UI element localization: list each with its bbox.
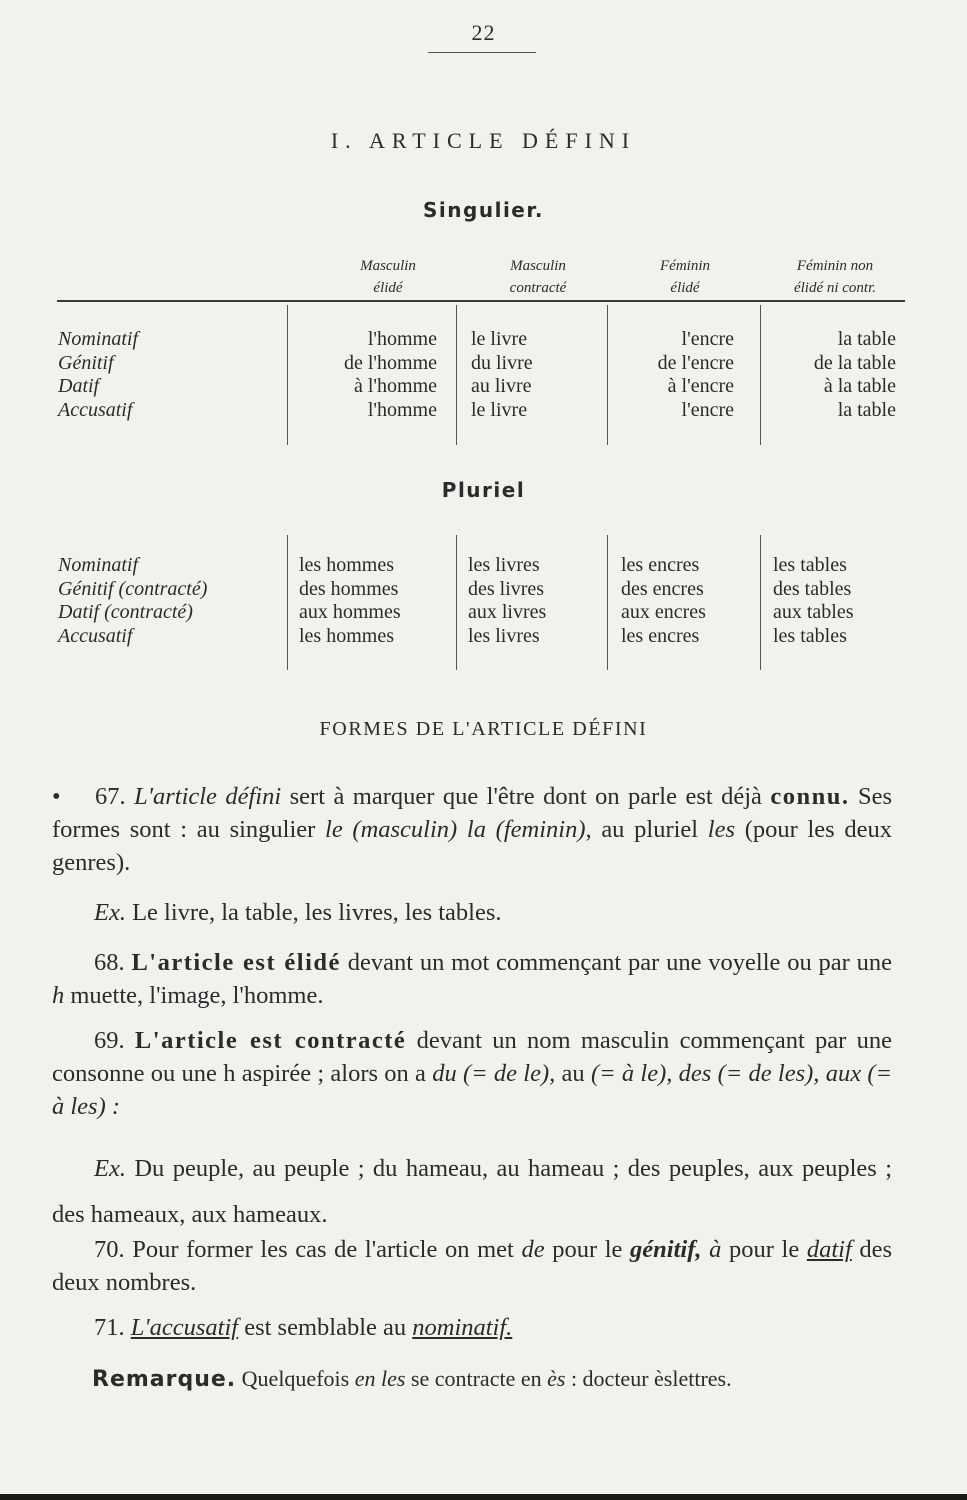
term-accusatif: L'accusatif xyxy=(130,1314,239,1341)
remark-text: se contracte en xyxy=(410,1366,542,1391)
table-cell: le livre xyxy=(471,398,528,421)
example-1 xyxy=(52,896,892,929)
table-cell: les encres xyxy=(621,624,700,647)
column-divider xyxy=(456,305,457,445)
column-header-line: Féminin xyxy=(660,258,710,274)
term-de: de xyxy=(521,1236,545,1263)
plural-cell-masc-contracted xyxy=(468,554,603,648)
term-a: à xyxy=(709,1236,722,1263)
remark-label: Remarque. xyxy=(92,1367,237,1392)
singular-cell-fem-elided xyxy=(612,328,734,422)
singular-cell-masc-contracted xyxy=(471,328,601,422)
term-au: au xyxy=(561,1060,585,1087)
table-cell: des encres xyxy=(621,577,704,600)
table-cell: l'homme xyxy=(367,328,437,350)
table-cell: au livre xyxy=(471,375,532,397)
table-cell: à l'encre xyxy=(667,375,734,397)
paragraph-70 xyxy=(52,1233,892,1299)
paragraph-text: sert à marquer que l'être dont on parle est déjà xyxy=(289,783,762,810)
paragraph-68 xyxy=(52,946,892,1012)
remark xyxy=(92,1366,912,1392)
table-cell: des hommes xyxy=(299,577,399,600)
table-cell: les hommes xyxy=(299,624,394,647)
table-cell: aux encres xyxy=(621,601,706,623)
term-datif: datif xyxy=(806,1236,852,1263)
table-cell: des livres xyxy=(468,577,545,600)
paragraph-text: au pluriel xyxy=(601,816,699,843)
column-header-line: Masculin xyxy=(360,258,416,274)
column-divider xyxy=(287,305,288,445)
table-cell: aux hommes xyxy=(299,601,401,623)
table-cell: aux livres xyxy=(468,601,547,623)
paragraph-number: 69. xyxy=(94,1027,125,1054)
table-cell: la table xyxy=(837,328,896,350)
paragraph-69 xyxy=(52,1024,892,1123)
paragraph-text: est semblable au xyxy=(244,1314,407,1341)
case-label: Accusatif xyxy=(58,398,133,421)
term-du-eq: (= de le), xyxy=(462,1060,556,1087)
column-divider xyxy=(607,535,608,670)
singular-label: Singulier. xyxy=(423,198,544,222)
table-cell: des tables xyxy=(773,577,852,600)
table-cell: les encres xyxy=(621,554,700,576)
term-la-feminin: la (feminin), xyxy=(466,816,592,843)
term-en-les: en les xyxy=(354,1366,406,1391)
term-h: h xyxy=(52,982,65,1009)
term-les: les xyxy=(707,816,736,843)
column-header-line: Féminin non xyxy=(796,258,874,274)
table-cell: à l'homme xyxy=(353,375,437,397)
term-article-defini: L'article défini xyxy=(134,783,282,810)
column-header-masc-elided xyxy=(318,255,458,299)
case-label: Génitif (contracté) xyxy=(58,577,208,600)
case-label: Nominatif xyxy=(58,554,139,576)
table-cell: l'encre xyxy=(681,328,734,350)
table-cell: les tables xyxy=(773,554,847,576)
term-des: des xyxy=(678,1060,712,1087)
page-number-rule xyxy=(428,52,536,53)
case-label: Accusatif xyxy=(58,624,133,647)
paragraph-text: muette, l'image, l'homme. xyxy=(70,982,324,1009)
plural-cell-masc-elided xyxy=(299,554,449,648)
page-title: I. ARTICLE DÉFINI xyxy=(330,128,637,153)
term-des-eq: (= de les), xyxy=(717,1060,820,1087)
column-header-line: Masculin xyxy=(510,258,566,274)
paragraph-text: des deux nombres. xyxy=(52,1236,893,1296)
remark-text: : docteur èslettres. xyxy=(570,1366,732,1391)
column-header-line: contracté xyxy=(509,280,567,296)
table-cell: les hommes xyxy=(299,554,394,576)
table-cell: de l'encre xyxy=(657,351,734,374)
example-text: Le livre, la table, les livres, les tables. xyxy=(132,899,502,926)
plural-case-labels xyxy=(58,554,207,648)
column-header-line: élidé xyxy=(373,280,403,296)
bullet-mark: • xyxy=(52,783,61,810)
table-cell: de la table xyxy=(813,351,896,374)
paragraph-71 xyxy=(52,1311,892,1344)
term-aux-eq: (= à les) : xyxy=(52,1060,893,1120)
remark-text: Quelquefois xyxy=(241,1366,350,1391)
paragraph-text: Ses formes sont : au singulier xyxy=(52,783,893,843)
example-2 xyxy=(52,1146,892,1238)
paragraph-number: 68. xyxy=(94,949,125,976)
singular-cell-fem-non-elided xyxy=(765,328,896,422)
term-du: du xyxy=(432,1060,457,1087)
singular-case-labels xyxy=(58,328,138,422)
column-divider xyxy=(760,305,761,445)
singular-cell-masc-elided xyxy=(292,328,437,422)
table-cell: le livre xyxy=(471,328,528,350)
paragraph-text: pour le xyxy=(729,1236,800,1263)
paragraph-text: Pour former les cas de l'article on met xyxy=(132,1236,514,1263)
table-cell: les livres xyxy=(468,624,540,647)
column-divider xyxy=(287,535,288,670)
paragraph-67 xyxy=(52,780,892,879)
table-cell: l'homme xyxy=(367,398,437,421)
example-label: Ex. xyxy=(94,899,126,926)
rule-heading: L'article est contracté xyxy=(134,1027,407,1054)
column-divider xyxy=(760,535,761,670)
term-le-masculin: le (masculin) xyxy=(325,816,458,843)
term-es: ès xyxy=(547,1366,566,1391)
paragraph-number: 71. xyxy=(94,1314,125,1341)
paragraph-text: devant un mot commençant par une voyelle ou par une xyxy=(347,949,893,976)
paragraph-number: 70. xyxy=(94,1236,125,1263)
term-au-eq: (= à le), xyxy=(590,1060,673,1087)
rule-heading: L'article est élidé xyxy=(131,949,341,976)
case-label: Nominatif xyxy=(58,328,139,350)
forms-section-title: FORMES DE L'ARTICLE DÉFINI xyxy=(319,718,648,740)
example-label: Ex. xyxy=(94,1155,126,1182)
plural-cell-fem-elided xyxy=(621,554,756,648)
table-cell: les tables xyxy=(773,624,847,647)
column-header-line: élidé xyxy=(670,280,700,296)
table-cell: à la table xyxy=(823,375,896,397)
term-aux: aux xyxy=(825,1060,862,1087)
table-cell: de l'homme xyxy=(343,351,437,374)
column-divider xyxy=(456,535,457,670)
case-label: Génitif xyxy=(58,351,114,374)
term-genitif: génitif, xyxy=(630,1236,702,1263)
term-connu: connu. xyxy=(770,783,850,810)
example-text: Du peuple, au peuple ; du hameau, au hameau ; des peuples, aux peuples ; des hameaux, aux hameaux. xyxy=(52,1155,892,1228)
page-number: 22 xyxy=(471,20,496,45)
table-cell: du livre xyxy=(471,351,533,374)
column-header-fem-non-elided xyxy=(760,255,910,299)
plural-label: Pluriel xyxy=(441,478,526,502)
paragraph-number: 67. xyxy=(95,783,126,810)
paragraph-text: (pour les deux genres). xyxy=(52,816,893,876)
case-label: Datif (contracté) xyxy=(58,601,193,623)
page-bottom-edge xyxy=(0,1494,967,1500)
table-cell: l'encre xyxy=(681,398,734,421)
case-label: Datif xyxy=(58,375,100,397)
plural-cell-fem-non-elided xyxy=(773,554,903,648)
table-cell: les livres xyxy=(468,554,540,576)
paragraph-text: pour le xyxy=(552,1236,623,1263)
term-nominatif: nominatif. xyxy=(412,1314,513,1341)
column-header-line: élidé ni contr. xyxy=(793,280,877,296)
column-header-fem-elided xyxy=(615,255,755,299)
table-header-rule xyxy=(57,300,905,302)
paragraph-text: devant un nom masculin commençant par une consonne ou une h aspirée ; alors on a xyxy=(52,1027,892,1087)
table-cell: la table xyxy=(837,398,896,421)
column-divider xyxy=(607,305,608,445)
table-cell: aux tables xyxy=(773,601,854,623)
column-header-masc-contracted xyxy=(468,255,608,299)
